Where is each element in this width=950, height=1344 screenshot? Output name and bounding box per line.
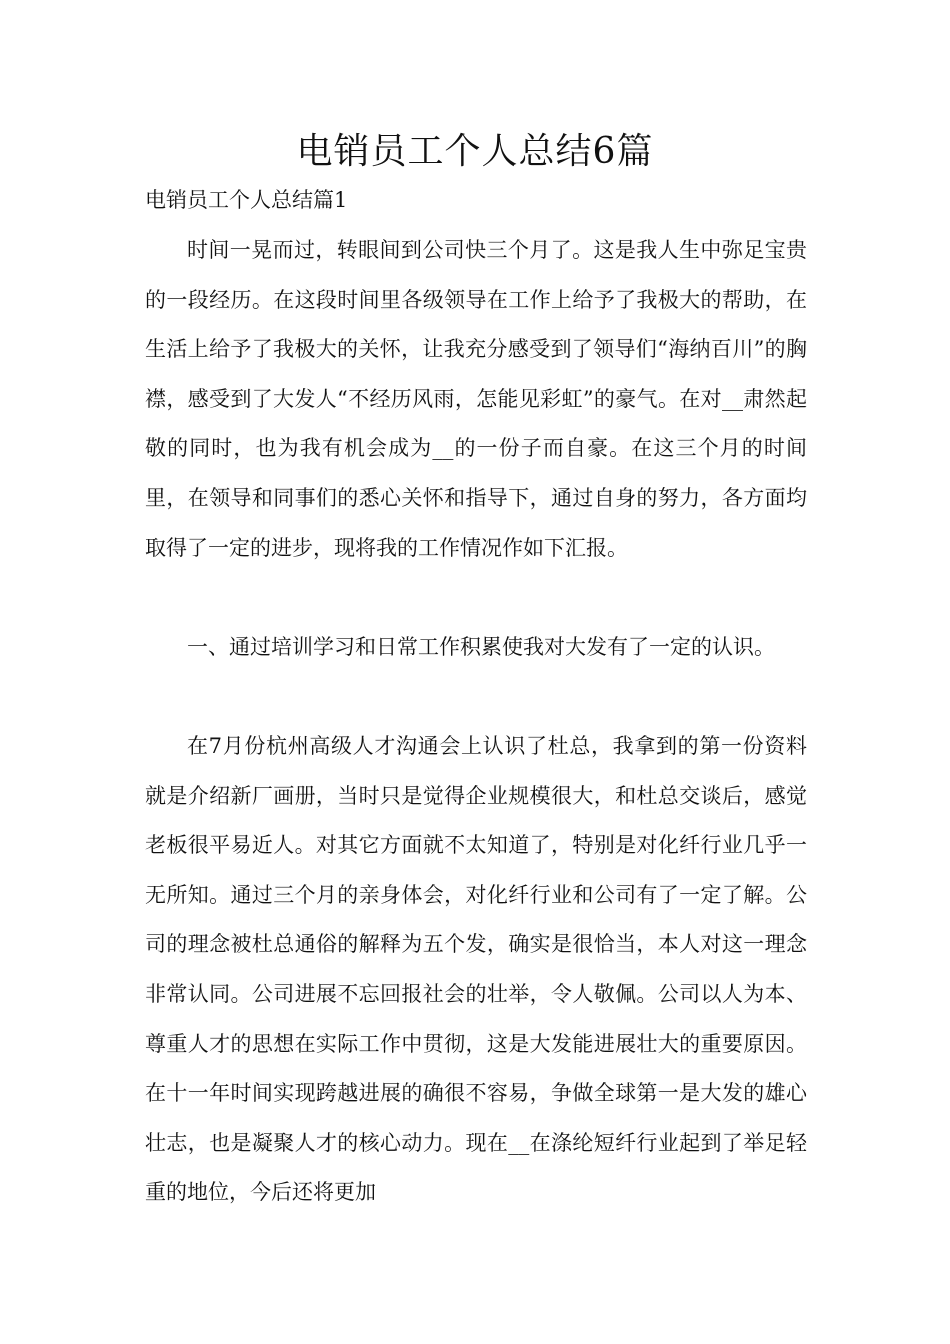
paragraph-body: 在7月份杭州高级人才沟通会上认识了杜总，我拿到的第一份资料就是介绍新厂画册，当时只是觉得企业规模很大，和杜总交谈后，感觉老板很平易近人。对其它方面就不太知道了，特别是对化纤行业几乎一无所知。通过三个月的亲身体会，对化纤行业和公司有了一定了解。公司的理念被杜总通俗的解释为五个发，确实是很恰当，本人对这一理念非常认同。公司进展不忘回报社会的壮举，令人敬佩。公司以人为本、尊重人才的思想在实际工作中贯彻，这是大发能进展壮大的重要原因。在十一年时间实现跨越进展的确很不容易，争做全球第一是大发的雄心壮志，也是凝聚人才的核心动力。现在__在涤纶短纤行业起到了举足轻重的地位，今后还将更加 <box>145 734 807 1205</box>
section-heading: 电销员工个人总结篇1 <box>145 188 348 212</box>
paragraph-subheading: 一、通过培训学习和日常工作积累使我对大发有了一定的认识。 <box>187 635 775 659</box>
document-title: 电销员工个人总结6篇 <box>296 131 654 172</box>
paragraph-intro: 时间一晃而过，转眼间到公司快三个月了。这是我人生中弥足宝贵的一段经历。在这段时间里各级领导在工作上给予了我极大的帮助，在生活上给予了我极大的关怀，让我充分感受到了领导们“海纳百川”的胸襟，感受到了大发人“不经历风雨，怎能见彩虹”的豪气。在对__肃然起敬的同时，也为我有机会成为__的一份子而自豪。在这三个月的时间里，在领导和同事们的悉心关怀和指导下，通过自身的努力，各方面均取得了一定的进步，现将我的工作情况作如下汇报。 <box>145 238 807 560</box>
